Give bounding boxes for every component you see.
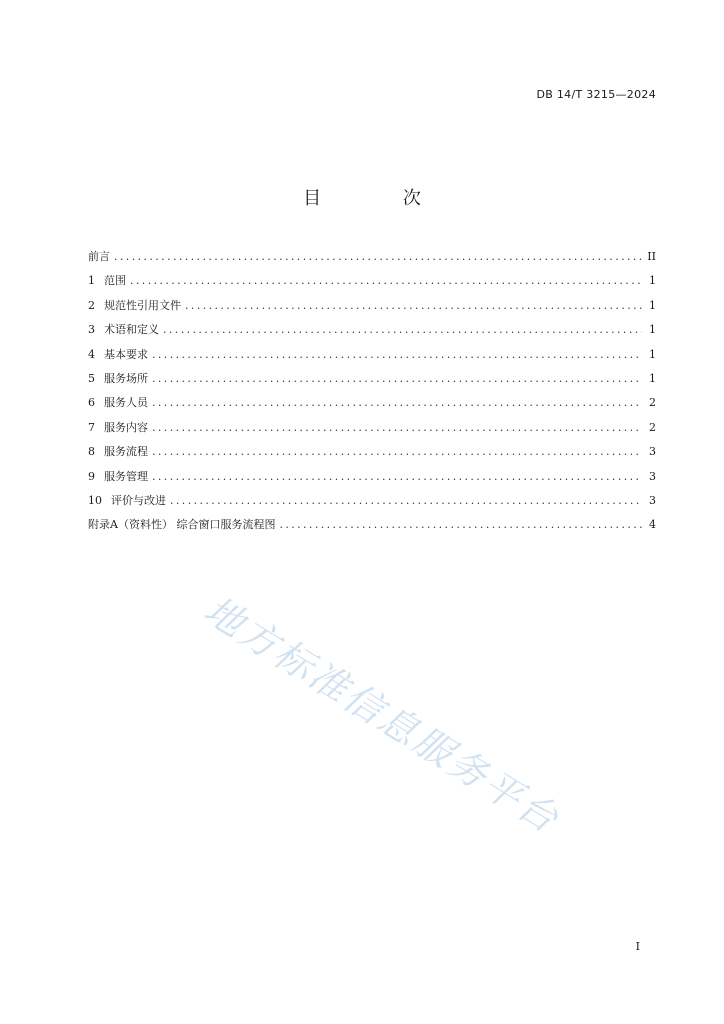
toc-entry-service-personnel[interactable] <box>88 395 656 419</box>
toc-entry-label: 基本要求 <box>104 347 148 361</box>
toc-entry-label: 评价与改进 <box>111 493 166 507</box>
toc-leader-dots <box>170 493 642 509</box>
toc-entry-label: 附录A（资料性） 综合窗口服务流程图 <box>88 518 276 532</box>
toc-leader-dots <box>152 469 642 485</box>
toc-entry-terms-definitions[interactable] <box>88 322 656 346</box>
toc-entry-number: 1 <box>88 274 95 288</box>
toc-leader-dots <box>279 517 642 533</box>
toc-entry-normative-references[interactable] <box>88 298 656 322</box>
toc-leader-dots <box>152 444 642 460</box>
toc-title: 目 次 <box>303 188 459 209</box>
toc-entry-service-content[interactable] <box>88 420 656 444</box>
toc-leader-dots <box>152 371 642 387</box>
toc-entry-number: 6 <box>88 396 95 410</box>
toc-entry-scope[interactable] <box>88 273 656 297</box>
standard-code: DB 14/T 3215—2024 <box>536 88 656 101</box>
toc-entry-page: 1 <box>649 323 656 337</box>
toc-entry-number: 4 <box>88 347 95 361</box>
toc-entry-label: 规范性引用文件 <box>104 298 181 312</box>
toc-entry-evaluation-improvement[interactable] <box>88 493 656 517</box>
toc-entry-number: 10 <box>88 493 102 507</box>
toc-entry-number: 8 <box>88 445 95 459</box>
toc-entry-appendix-a[interactable] <box>88 517 656 541</box>
toc-entry-page: 1 <box>649 298 656 312</box>
toc-entry-page: 4 <box>649 518 656 532</box>
toc-leader-dots <box>185 298 642 314</box>
page-number: I <box>635 940 640 953</box>
toc-entry-page: 3 <box>649 493 656 507</box>
toc-leader-dots <box>163 322 642 338</box>
toc-entry-number: 3 <box>88 323 95 337</box>
toc-entry-page: 3 <box>649 445 656 459</box>
toc-entry-number: 7 <box>88 420 95 434</box>
toc-leader-dots <box>152 420 642 436</box>
toc-entry-number: 2 <box>88 298 95 312</box>
toc-leader-dots <box>114 249 642 265</box>
toc-leader-dots <box>152 395 642 411</box>
toc-entry-page: 1 <box>649 274 656 288</box>
toc-leader-dots <box>130 273 642 289</box>
toc-entry-label: 服务流程 <box>104 445 148 459</box>
toc-entry-basic-requirements[interactable] <box>88 347 656 371</box>
toc-entry-label: 服务管理 <box>104 469 148 483</box>
toc-entry-page: 3 <box>649 469 656 483</box>
toc-entry-number: 5 <box>88 371 95 385</box>
toc-entry-page: 2 <box>649 396 656 410</box>
toc-entry-service-management[interactable] <box>88 469 656 493</box>
toc-entry-label: 前言 <box>88 250 110 263</box>
toc-entry-label: 范围 <box>104 274 126 288</box>
toc-entry-page: II <box>647 250 656 263</box>
toc-entry-label: 服务人员 <box>104 396 148 410</box>
toc-entry-number: 9 <box>88 469 95 483</box>
table-of-contents <box>88 249 656 542</box>
toc-entry-page: 1 <box>649 371 656 385</box>
toc-entry-label: 术语和定义 <box>104 323 159 337</box>
toc-entry-page: 1 <box>649 347 656 361</box>
toc-leader-dots <box>152 347 642 363</box>
toc-entry-foreword[interactable] <box>88 249 656 273</box>
toc-entry-page: 2 <box>649 420 656 434</box>
toc-entry-label: 服务内容 <box>104 420 148 434</box>
toc-entry-service-process[interactable] <box>88 444 656 468</box>
toc-entry-service-venue[interactable] <box>88 371 656 395</box>
toc-entry-label: 服务场所 <box>104 371 148 385</box>
watermark-text: 地方标准信息服务平台 <box>196 587 568 843</box>
